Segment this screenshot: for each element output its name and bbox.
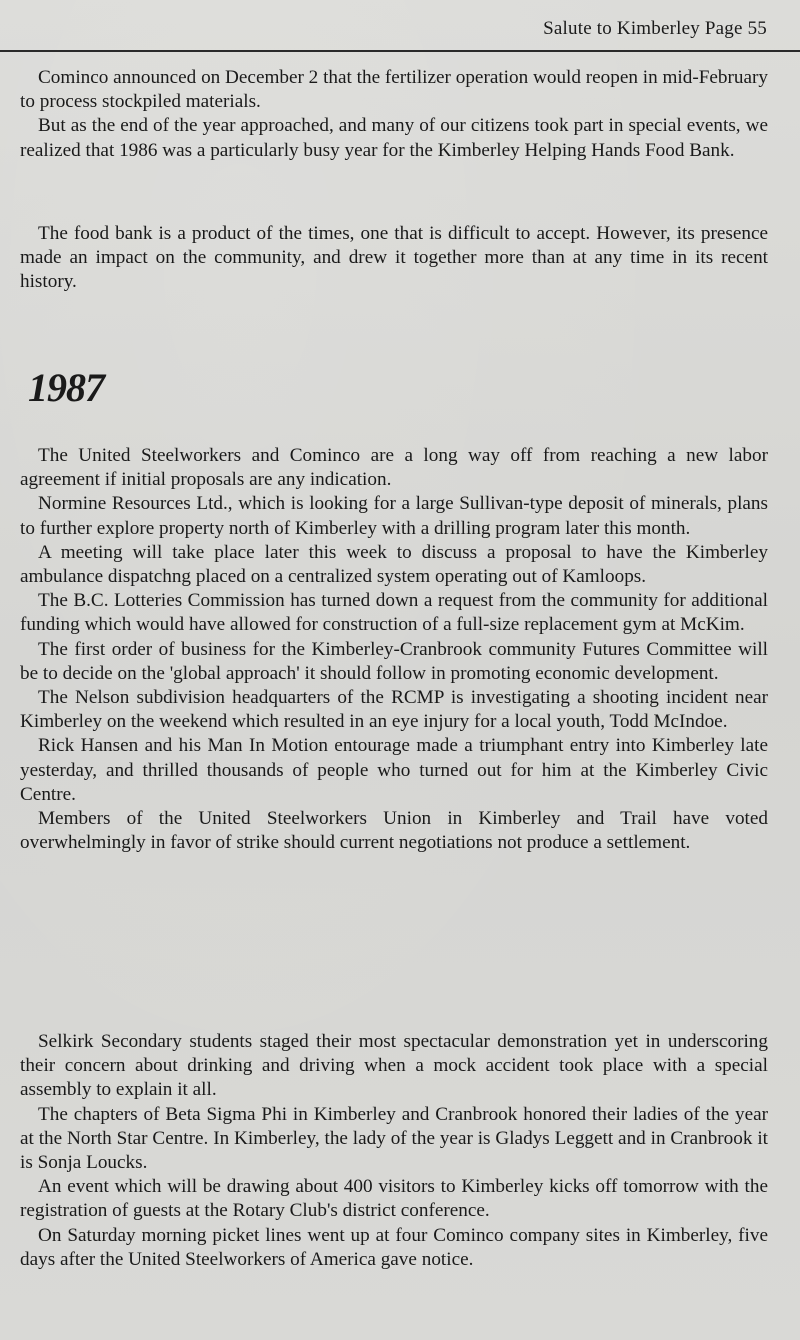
paragraph: The United Steelworkers and Cominco are a long way off from reaching a new labor agreement if initial proposals are any indication. (20, 445, 768, 491)
paragraph: Members of the United Steelworkers Union in Kimberley and Trail have voted overwhelmingly in favor of strike should current negotiations not produce a settlement. (20, 808, 768, 854)
header-rule (0, 50, 800, 52)
paragraph: Selkirk Secondary students staged their most spectacular demonstration yet in underscoring their concern about drinking and driving when a mock accident took place with a special assembly to explain it all. (20, 1031, 768, 1101)
section-1987-block-2 (20, 1030, 768, 1272)
paragraph: Rick Hansen and his Man In Motion entourage made a triumphant entry into Kimberley late yesterday, and thrilled thousands of people who turned out for him at the Kimberley Civic Centre. (20, 735, 768, 805)
section-1986-bottom (20, 222, 768, 295)
paragraph: The Nelson subdivision headquarters of the RCMP is investigating a shooting incident near Kimberley on the weekend which resulted in an eye injury for a local youth, Todd McIndoe. (20, 687, 768, 733)
paragraph: The food bank is a product of the times, one that is difficult to accept. However, its presence made an impact on the community, and drew it together more than at any time in its recent history. (20, 223, 768, 293)
paragraph: The B.C. Lotteries Commission has turned down a request from the community for additional funding which would have allowed for construction of a full-size replacement gym at McKim. (20, 590, 768, 636)
paragraph: Normine Resources Ltd., which is looking for a large Sullivan-type deposit of minerals, plans to further explore property north of Kimberley with a drilling program later this month. (20, 493, 768, 539)
paragraph: But as the end of the year approached, and many of our citizens took part in special events, we realized that 1986 was a particularly busy year for the Kimberley Helping Hands Food Bank. (20, 115, 768, 161)
paragraph: Cominco announced on December 2 that the fertilizer operation would reopen in mid-February to process stockpiled materials. (20, 67, 768, 113)
paragraph: The first order of business for the Kimberley-Cranbrook community Futures Committee will be to decide on the 'global approach' it should follow in promoting economic development. (20, 638, 768, 684)
running-head: Salute to Kimberley Page 55 (543, 18, 767, 39)
paragraph: A meeting will take place later this week to discuss a proposal to have the Kimberley ambulance dispatchng placed on a centralized system operating out of Kamloops. (20, 541, 768, 588)
paragraph: The chapters of Beta Sigma Phi in Kimberley and Cranbrook honored their ladies of the year at the North Star Centre. In Kimberley, the lady of the year is Gladys Leggett and in Cranbrook it is Sonja Loucks. (20, 1103, 768, 1174)
section-1987-block-1 (20, 444, 768, 855)
paragraph: An event which will be drawing about 400 visitors to Kimberley kicks off tomorrow with the registration of guests at the Rotary Club's district conference. (20, 1176, 768, 1222)
paragraph: On Saturday morning picket lines went up at four Cominco company sites in Kimberley, five days after the United Steelworkers of America gave notice. (20, 1224, 768, 1270)
section-1986-top (20, 66, 768, 163)
year-heading: 1987 (28, 365, 104, 410)
